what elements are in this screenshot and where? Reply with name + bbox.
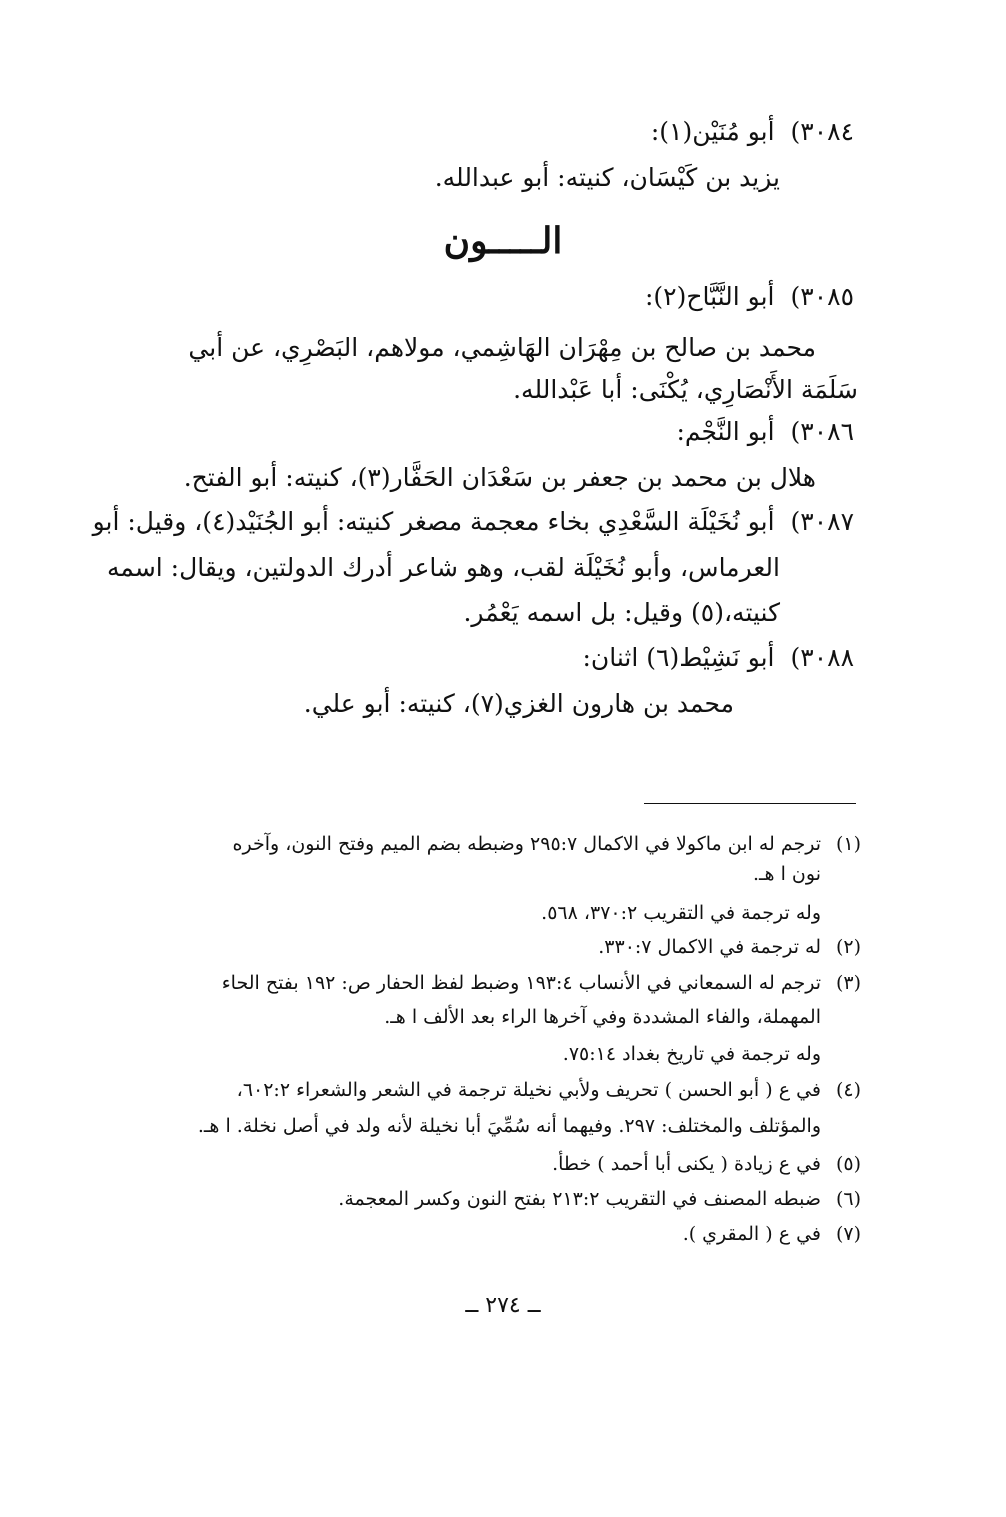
entry-title: أبو النَّجْم: <box>676 417 775 446</box>
entry-3085-line-2: سَلَمَة الأَنْصَارِي، يُكْنَى: أبا عَبْدالله. <box>513 375 858 404</box>
entry-3088-heading <box>582 638 854 678</box>
footnote-3-line-1: ترجم له السمعاني في الأنساب ١٩٣:٤ وضبط لفظ الحفار ص: ١٩٢ بفتح الحاء <box>221 972 821 994</box>
footnote-5-line-1: في ع زيادة ( يكنى أبا أحمد ) خطأ. <box>552 1153 821 1175</box>
entry-3086-heading <box>676 412 854 452</box>
footnote-4-line-1: في ع ( أبو الحسن ) تحريف ولأبي نخيلة ترجمة في الشعر والشعراء ٦٠٢:٢، <box>236 1079 821 1101</box>
footnote-6-number: (٦) <box>835 1188 861 1210</box>
entry-title: أبو نَشِيْط(٦) اثنان: <box>582 643 775 672</box>
footnote-2-number: (٢) <box>835 936 861 958</box>
entry-number: ٣٠٨٧) <box>790 507 854 536</box>
entry-3087-line-3: كنيته،(٥) وقيل: بل اسمه يَعْمُر. <box>463 598 780 627</box>
entry-number: ٣٠٨٦) <box>790 417 854 446</box>
entry-3084-line-1: يزيد بن كَيْسَان، كنيته: أبو عبدالله. <box>434 163 780 192</box>
footnote-3-number: (٣) <box>835 972 861 994</box>
entry-3085-heading <box>645 277 854 317</box>
footnote-4-number: (٤) <box>835 1079 861 1101</box>
footnote-4-line-2: والمؤتلف والمختلف: ٢٩٧. وفيهما أنه سُمِّيَ أبا نخيلة لأنه ولد في أصل نخلة. ا هـ. <box>197 1115 821 1137</box>
entry-3086-line-1: هلال بن محمد بن جعفر بن سَعْدَان الحَفَّار(٣)، كنيته: أبو الفتح. <box>183 463 816 492</box>
entry-3084-heading <box>651 112 854 152</box>
entry-title: أبو مُنَيْن(١): <box>650 117 775 146</box>
footnote-1-number: (١) <box>835 833 861 855</box>
entry-title: أبو نُخَيْلَة السَّعْدِي بخاء معجمة مصغر كنيته: أبو الجُنَيْد(٤)، وقيل: أبو <box>92 507 775 536</box>
entry-number: ٣٠٨٥) <box>790 282 854 311</box>
entry-number: ٣٠٨٤) <box>790 117 854 146</box>
footnote-3-line-2: المهملة، والفاء المشددة وفي آخرها الراء بعد الألف ا هـ. <box>384 1006 821 1028</box>
footnote-6-line-1: ضبطه المصنف في التقريب ٢١٣:٢ بفتح النون وكسر المعجمة. <box>338 1188 821 1210</box>
entry-3085-line-1: محمد بن صالح بن مِهْرَان الهَاشِمي، مولاهم، البَصْرِي، عن أبي <box>188 333 816 362</box>
footnote-1-line-2: نون ا هـ. <box>752 863 821 885</box>
section-title-nun: الـــــون <box>443 220 563 262</box>
entry-number: ٣٠٨٨) <box>790 643 854 672</box>
entry-3087-heading <box>93 502 854 542</box>
footnote-3-line-3: وله ترجمة في تاريخ بغداد ٧٥:١٤. <box>562 1043 821 1065</box>
entry-3088-line-1: محمد بن هارون الغزي(٧)، كنيته: أبو علي. <box>303 689 734 718</box>
entry-title: أبو النَّبَّاح(٢): <box>644 282 775 311</box>
footnote-7-line-1: في ع ( المقري ). <box>682 1223 821 1245</box>
footnote-1-line-1: ترجم له ابن ماكولا في الاكمال ٢٩٥:٧ وضبطه بضم الميم وفتح النون، وآخره <box>232 833 821 855</box>
footnote-separator <box>644 803 856 804</box>
footnote-7-number: (٧) <box>835 1223 861 1245</box>
footnote-2-line-1: له ترجمة في الاكمال ٣٣٠:٧. <box>598 936 821 958</box>
footnote-5-number: (٥) <box>835 1153 861 1175</box>
entry-3087-line-2: العرماس، وأبو نُخَيْلَة لقب، وهو شاعر أدرك الدولتين، ويقال: اسمه <box>106 553 780 582</box>
page-number: ــ ٢٧٤ ــ <box>465 1293 541 1318</box>
footnote-1-line-3: وله ترجمة في التقريب ٣٧٠:٢، ٥٦٨. <box>541 902 821 924</box>
